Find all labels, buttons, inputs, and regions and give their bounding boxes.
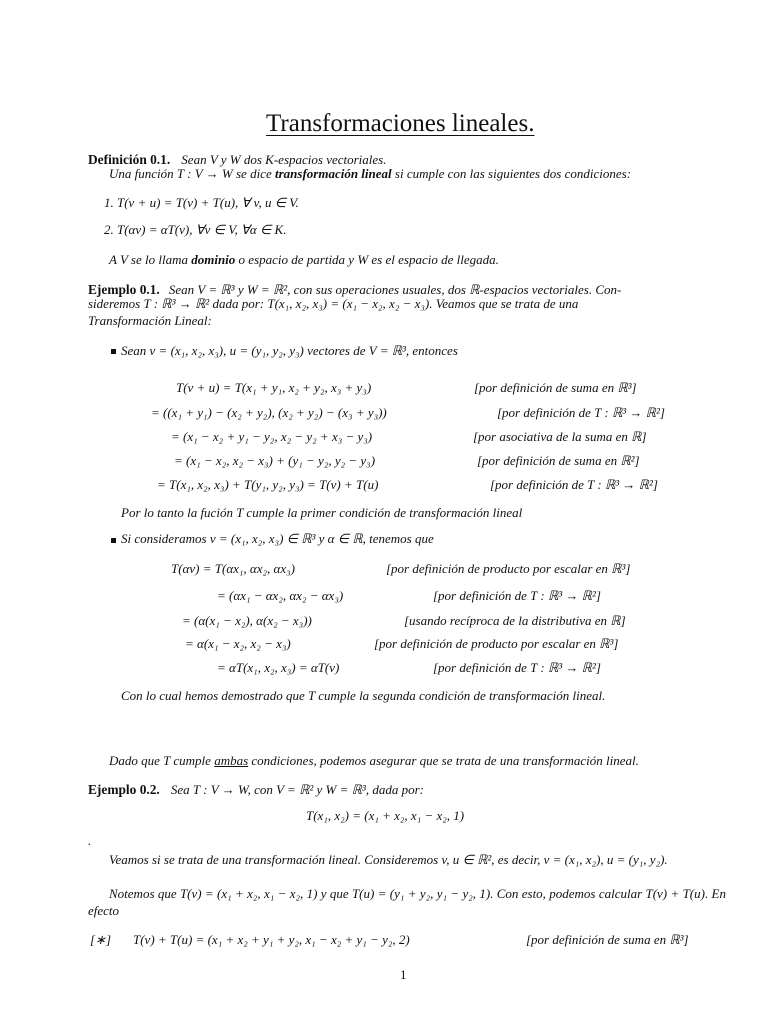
eq-b-justification: [usando recíproca de la distributiva en ℝ] [404, 613, 626, 628]
eq-a-justification: [por asociativa de la suma en ℝ] [473, 429, 647, 444]
example-0-1-line2: sideremos T : ℝ³ → ℝ² dada por: T(x₁, x₂, x₃) = (x₁ − x₂, x₂ − x₃). Veamos que se trata de una [88, 296, 579, 311]
example-0-2-equation: T(v) + T(u) = (x₁ + x₂ + y₁ + y₂, x₁ − x₂ + y₁ − y₂, 2) [133, 932, 410, 947]
eq-b-line: = (αx₁ − αx₂, αx₂ − αx₃) [217, 588, 344, 603]
eq-a-justification: [por definición de suma en ℝ²] [477, 453, 640, 468]
definition-line2: Una función T : V → W se dice transformación lineal si cumple con las siguientes dos condiciones: [109, 166, 632, 181]
example-0-1-line1: Ejemplo 0.1. Sean V = ℝ³ y W = ℝ², con sus operaciones usuales, dos ℝ-espacios vectoriales. Con- [88, 282, 622, 297]
eq-a-justification: [por definición de T : ℝ³ → ℝ²] [490, 477, 658, 492]
bullet-marker [111, 349, 116, 354]
paragraph-2: Notemos que T(v) = (x₁ + x₂, x₁ − x₂, 1) y que T(u) = (y₁ + y₂, y₁ − y₂, 1). Con esto, podemos calcular T(v) + T(u). En efecto [88, 886, 726, 918]
eq-b-justification: [por definición de producto por escalar en ℝ³] [386, 561, 631, 576]
condition-2: 2. T(αv) = αT(v), ∀v ∈ V, ∀α ∈ K. [104, 222, 287, 237]
page-title: Transformaciones lineales. [266, 110, 535, 137]
eq-b-justification: [por definición de T : ℝ³ → ℝ²] [433, 588, 601, 603]
conclusion-1: Por lo tanto la fución T cumple la primer condición de transformación lineal [121, 505, 523, 520]
final-statement: Dado que T cumple ambas condiciones, podemos asegurar que se trata de una transformación lineal. [109, 753, 639, 768]
example-label: Ejemplo 0.1. [88, 282, 160, 297]
example-0-2-formula: T(x₁, x₂) = (x₁ + x₂, x₁ − x₂, 1) [306, 808, 465, 823]
example-0-2-justification: [por definición de suma en ℝ³] [526, 932, 689, 947]
eq-a-line: = ((x₁ + y₁) − (x₂ + y₂), (x₂ + y₂) − (x₃ + y₃)) [151, 405, 387, 420]
eq-b-justification: [por definición de producto por escalar en ℝ³] [374, 636, 619, 651]
eq-a-line: = (x₁ − x₂, x₂ − x₃) + (y₁ − y₂, y₂ − y₃) [174, 453, 376, 468]
conclusion-2: Con lo cual hemos demostrado que T cumple la segunda condición de transformación lineal. [121, 688, 606, 703]
eq-b-line: = α(x₁ − x₂, x₂ − x₃) [185, 636, 291, 651]
example-label: Ejemplo 0.2. [88, 782, 160, 797]
eq-a-line: T(v + u) = T(x₁ + y₁, x₂ + y₂, x₃ + y₃) [176, 380, 372, 395]
equation-tag: [∗] [90, 932, 112, 947]
paragraph-1: Veamos si se trata de una transformación lineal. Consideremos v, u ∈ ℝ², es decir, v = (x₁, x₂), u = (y₁, y₂). [109, 852, 668, 867]
example-0-2-line1: Ejemplo 0.2. Sea T : V → W, con V = ℝ² y W = ℝ³, dada por: [88, 782, 424, 797]
eq-a-justification: [por definición de T : ℝ³ → ℝ²] [497, 405, 665, 420]
eq-b-line: T(αv) = T(αx₁, αx₂, αx₃) [171, 561, 295, 576]
bullet-1-text: Sean v = (x₁, x₂, x₃), u = (y₁, y₂, y₃) vectores de V = ℝ³, entonces [121, 343, 458, 358]
eq-b-line: = αT(x₁, x₂, x₃) = αT(v) [217, 660, 340, 675]
emphasis-ambas: ambas [214, 753, 249, 768]
eq-a-justification: [por definición de suma en ℝ³] [474, 380, 637, 395]
page-number: 1 [400, 967, 407, 982]
definition-line1: Sean V y W dos K-espacios vectoriales. [181, 152, 387, 167]
condition-1: 1. T(v + u) = T(v) + T(u), ∀ v, u ∈ V. [104, 195, 299, 210]
bullet-2-text: Si consideramos v = (x₁, x₂, x₃) ∈ ℝ³ y α ∈ ℝ, tenemos que [121, 531, 434, 546]
definition-note: A V se lo llama dominio o espacio de partida y W es el espacio de llegada. [109, 252, 499, 267]
stray-dot: . [88, 833, 92, 848]
term-transformacion-lineal: transformación lineal [274, 166, 392, 181]
eq-a-line: = (x₁ − x₂ + y₁ − y₂, x₂ − y₂ + x₃ − y₃) [171, 429, 373, 444]
eq-a-line: = T(x₁, x₂, x₃) + T(y₁, y₂, y₃) = T(v) + T(u) [157, 477, 379, 492]
bullet-marker [111, 538, 116, 543]
definition-label: Definición 0.1. [88, 152, 171, 167]
eq-b-line: = (α(x₁ − x₂), α(x₂ − x₃)) [182, 613, 312, 628]
term-dominio: dominio [191, 252, 236, 267]
example-0-1-line3: Transformación Lineal: [88, 313, 212, 328]
eq-b-justification: [por definición de T : ℝ³ → ℝ²] [433, 660, 601, 675]
